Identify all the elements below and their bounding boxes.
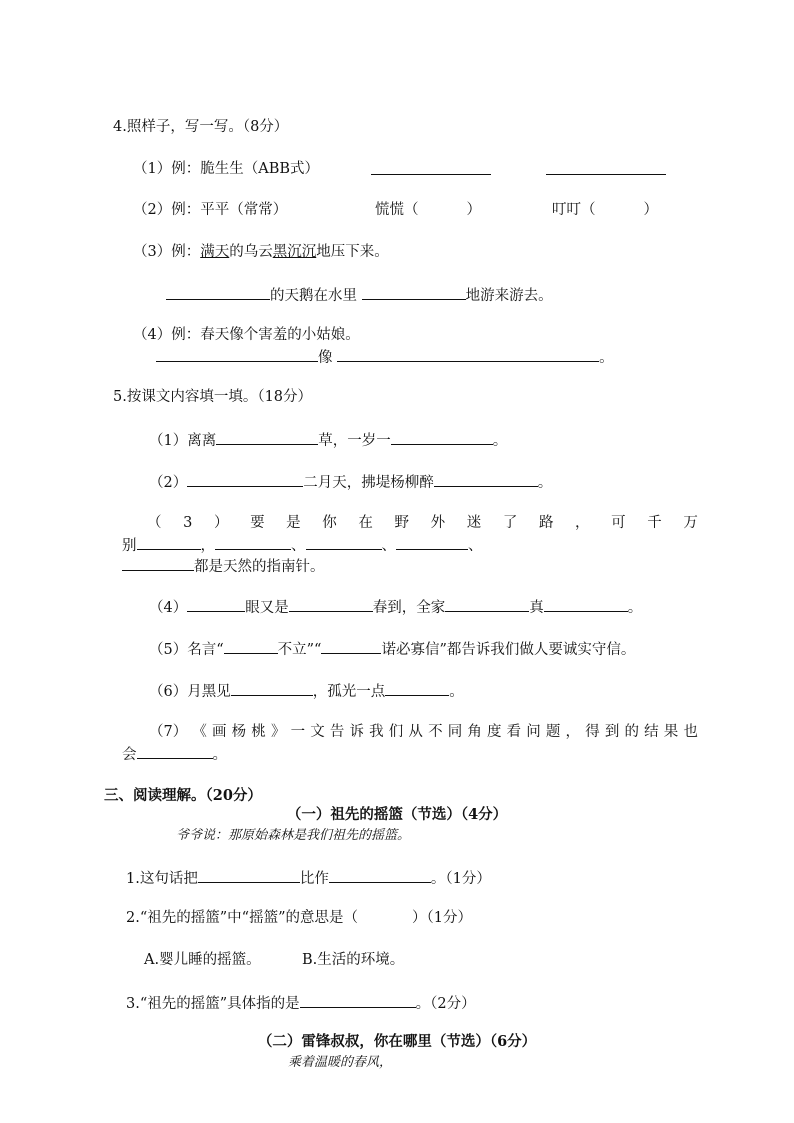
q5-l4-d: 真 [529,600,544,616]
passage1-quote: 爷爷说：那原始森林是我们祖先的摇篮。 [176,828,411,843]
q5-line7b [122,743,227,765]
l7-char: 问 [526,724,541,740]
q5-line1 [149,429,507,451]
q5-line3b [122,534,483,556]
section3-title: 三、阅读理解。（20分） [104,787,262,804]
l7-char: 到 [604,724,620,740]
l7-char: ， [565,724,581,740]
q5-line2 [149,471,552,493]
q5-l5-blank-2[interactable] [321,638,381,654]
passage2-line: 乘着温暖的春风， [288,1055,393,1070]
q4-item2-example: （2）例：平平（常常） [133,202,288,218]
l7-char: 诉 [349,724,364,740]
q5-l2-b: 二月天，拂堤杨柳醉 [303,475,434,491]
q5-l2-c: 。 [537,475,553,491]
q5-l3b-blank-1[interactable] [137,534,201,550]
s3-q2-option-a[interactable]: A.婴儿睡的摇篮。 [144,952,261,968]
q4-item3-fill-a: 的天鹅在水里 [270,288,357,304]
s3-q1-blank-1[interactable] [198,867,300,883]
l7-char: 同 [447,724,463,740]
q4-item3-fill [166,284,553,306]
q5-l3c-blank[interactable] [122,555,194,571]
q5-l7b-a: 会 [122,747,137,763]
q4-item3-fill-b: 地游来游去。 [465,288,553,304]
l7-char: 也 [683,724,698,740]
s3-q1-b: 比作 [299,871,329,887]
l7-char: 《 [192,724,207,740]
q4-item3-end: 地压下来。 [316,244,389,260]
q5-l2-a: （2） [149,475,188,491]
q4-item1: （1）例：脆生生（ABB式） [133,161,320,177]
l7-char: 桃 [251,724,266,740]
l3-char: 千 [647,515,662,531]
passage1-title: （一）祖先的摇篮（节选）（4分） [286,806,508,823]
s3-q1-blank-2[interactable] [329,867,431,883]
q5-l1-b: 草，一岁一 [318,433,391,449]
l7-char: 》 [270,724,286,740]
q5-l2-blank-2[interactable] [434,471,538,487]
q4-item3-blank-2[interactable] [362,284,466,300]
q5-l3b-blank-3[interactable] [306,534,382,550]
s3-q1 [126,867,491,889]
l7-char: 得 [585,724,600,740]
q5-line3c [122,555,325,577]
q4-item3-blank-1[interactable] [166,284,270,300]
q5-l6-a: （6）月黑见 [149,684,231,700]
l3-char: （ [147,515,162,531]
q5-l4-e: 。 [627,600,643,616]
q5-l1-a: （1）离离 [149,433,217,449]
q5-l3b-sep2: 、 [381,538,396,554]
q5-l3b-sep1: 、 [291,538,306,554]
q5-l4-b: 眼又是 [245,600,289,616]
q5-l5-a: （5）名言“ [149,642,224,658]
q5-l4-blank-1[interactable] [187,596,245,612]
l7-char: （7） [149,724,188,740]
q5-title: 5.按课文内容填一填。（18分） [113,389,313,405]
q4-item4-fill [156,346,614,368]
l7-char: 的 [624,724,639,740]
l3-char: 迷 [466,515,482,531]
q5-l4-c: 春到，全家 [372,600,446,616]
q4-item4-mid: 像 [318,350,333,366]
s3-q3 [126,992,476,1014]
s3-q3-blank[interactable] [300,992,416,1008]
q4-item4-blank-2[interactable] [337,346,599,362]
q4-item3-example [133,242,389,262]
s3-q2-option-b[interactable]: B.生活的环境。 [302,952,405,968]
l7-char: 果 [663,724,679,740]
l3-char: 野 [394,515,409,531]
l3-char: 万 [683,515,698,531]
q5-l7b-blank[interactable] [137,743,213,759]
l7-char: 们 [388,724,404,740]
l7-char: 角 [467,724,482,740]
q5-l5-c: 诺必寡信”都告诉我们做人要诚实守信。 [381,642,636,658]
passage2-title: （二）雷锋叔叔，你在哪里（节选）（6分） [257,1033,537,1050]
q5-line5 [149,638,635,660]
l7-char: 杨 [231,724,247,740]
q5-l7b-b: 。 [212,747,227,763]
q5-line7-justified [149,722,698,742]
l3-char: 在 [358,515,373,531]
q4-item2-w2-label: 叮叮（ [552,202,596,218]
s3-q2-end: ）（1分） [412,910,472,926]
l7-char: 从 [408,724,423,740]
q5-line6 [149,680,464,702]
q4-item2-w1-close: ） [466,202,481,218]
q5-l4-blank-3[interactable] [445,596,529,612]
s3-q3-a: 3.“祖先的摇篮”具体指的是 [126,996,300,1012]
q4-item2-w1-label: 慌慌（ [375,202,419,218]
q4-item3-mid: 的乌云 [229,244,273,260]
q5-l6-blank-2[interactable] [385,680,449,696]
l7-char: 告 [329,724,345,740]
q4-item2-word1 [375,200,481,220]
l3-char: ） [213,515,229,531]
q4-item4-example: （4）例：春天像个害羞的小姑娘。 [133,327,360,343]
l3-char: 是 [286,515,301,531]
l7-char: 我 [369,724,384,740]
q5-l6-c: 。 [449,684,464,700]
q4-item3-underlined-2: 黑沉沉 [272,244,317,260]
l7-char: 结 [644,724,659,740]
s3-q1-c: 。（1分） [430,871,491,887]
q4-item1-blank-1[interactable] [371,159,491,175]
l3-char: 你 [322,515,337,531]
q5-line3-justified [147,513,698,533]
q5-l4-blank-2[interactable] [289,596,373,612]
l3-char: 路 [538,515,554,531]
l3-char: 可 [611,515,626,531]
l7-char: 题 [545,724,561,740]
s3-q2 [126,908,472,928]
q4-title: 4.照样子，写一写。（8分） [113,119,289,135]
l3-char: 了 [502,515,518,531]
l3-char: 要 [250,515,265,531]
q5-l3c-end: 都是天然的指南针。 [194,559,325,575]
q5-l1-c: 。 [492,433,508,449]
q5-l4-a: （4） [149,600,188,616]
l7-char: 一 [290,724,306,740]
q5-l6-blank-1[interactable] [231,680,313,696]
s3-q3-b: 。（2分） [415,996,476,1012]
q5-l3b-blank-4[interactable] [396,534,468,550]
l7-char: 度 [486,724,502,740]
q5-l5-blank-1[interactable] [224,638,278,654]
q5-l3b-sep3: 、 [468,538,483,554]
l7-char: 画 [212,724,227,740]
l7-char: 文 [310,724,325,740]
q5-line4 [149,596,642,618]
q5-l2-blank-1[interactable] [187,471,303,487]
s3-q1-a: 1.这句话把 [126,871,198,887]
q5-l3b-comma: ， [200,538,215,554]
l3-char: 外 [430,515,446,531]
q5-l3b-blank-2[interactable] [215,534,291,550]
l3-char: 3 [183,515,193,531]
q4-item2-w2-close: ） [643,202,658,218]
l3-char: ， [575,515,590,531]
q5-l5-b: 不立”“ [277,642,322,658]
q5-l1-blank-2[interactable] [391,429,493,445]
q4-item2-word2 [552,200,658,220]
q4-item3-prefix: （3）例： [133,244,201,260]
q5-l3b-a: 别 [122,538,137,554]
q5-l1-blank-1[interactable] [216,429,318,445]
q4-item1-blank-2[interactable] [546,159,666,175]
s3-q2-text: 2.“祖先的摇篮”中“摇篮”的意思是（ [126,910,358,926]
q5-l4-blank-4[interactable] [544,596,628,612]
q4-item4-blank-1[interactable] [156,346,318,362]
q4-item3-underlined-1: 满天 [200,244,230,260]
l7-char: 不 [428,724,443,740]
q4-item4-end: 。 [599,350,614,366]
q5-l6-b: ，孤光一点 [312,684,386,700]
l7-char: 看 [506,724,522,740]
